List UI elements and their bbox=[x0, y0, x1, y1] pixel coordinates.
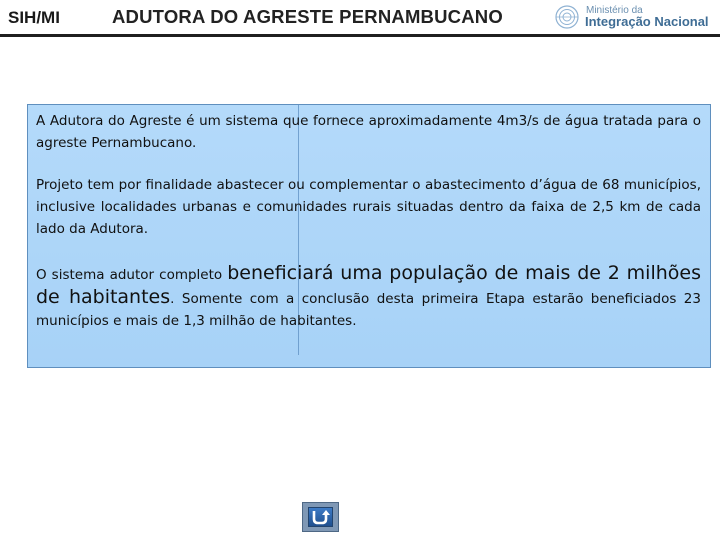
ministry-seal-icon bbox=[552, 4, 582, 30]
return-button-face bbox=[308, 507, 333, 527]
header-rule bbox=[0, 34, 720, 37]
ministry-logo bbox=[552, 4, 716, 30]
org-label: SIH/MI bbox=[8, 8, 60, 27]
paragraph-beneficiaries-rest: . Somente com a conclusão desta primeira Etapa estarão beneficiados 23 municípios e mais de 1,3 milhão de habitantes. bbox=[36, 291, 701, 329]
logo-line-1: Ministério da bbox=[586, 5, 643, 16]
paragraph-beneficiaries-lead: O sistema adutor completo bbox=[36, 267, 228, 283]
slide-title: ADUTORA DO AGRESTE PERNAMBUCANO bbox=[112, 6, 503, 27]
paragraph-beneficiaries bbox=[36, 262, 701, 332]
paragraph-beneficiaries-emphasis: beneficiará uma população de mais de 2 milhões de habitantes bbox=[36, 262, 701, 308]
logo-line-2: Integração Nacional bbox=[585, 14, 709, 29]
return-button[interactable] bbox=[302, 502, 339, 532]
paragraph-overview: A Adutora do Agreste é um sistema que fornece aproximadamente 4m3/s de água tratada para o agreste Pernambucano. bbox=[36, 113, 701, 151]
return-arrow-icon bbox=[309, 508, 332, 526]
paragraph-purpose: Projeto tem por finalidade abastecer ou complementar o abastecimento d’água de 68 municípios, inclusive localidades urbanas e comunidades rurais situadas dentro da faixa de 2,5 km de cada lado da Adutora. bbox=[36, 177, 701, 237]
